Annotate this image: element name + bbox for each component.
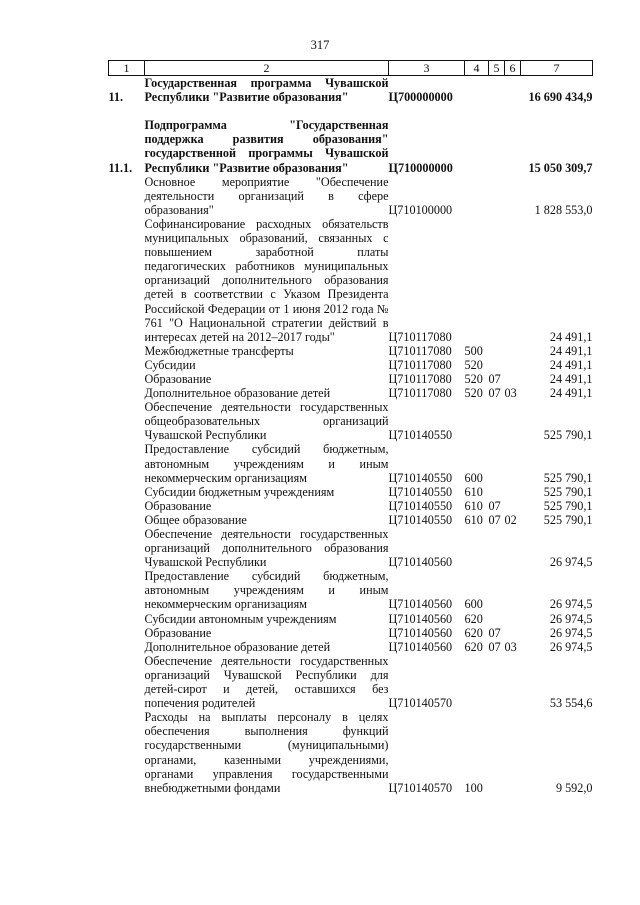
- row-pr: [505, 217, 521, 344]
- row-code: Ц710140550: [388, 470, 453, 485]
- row-name: Обеспечение деятельности государственных организаций Чувашской Республики для детей-сирот и детей, оставшихся без попечения родителей: [144, 653, 389, 711]
- row-pr: 02: [504, 512, 517, 527]
- row-code: Ц710140550: [388, 512, 453, 527]
- header-col-6: 6: [505, 61, 521, 76]
- row-pr: [505, 527, 521, 569]
- row-number: [109, 654, 145, 710]
- row-name: Обеспечение деятельности государственных общеобразовательных организаций Чувашской Республики: [144, 400, 389, 443]
- row-number: [109, 612, 145, 626]
- row-pr: 03: [504, 639, 517, 654]
- row-number: [109, 442, 145, 484]
- row-number: [109, 386, 145, 400]
- table-row: [109, 626, 593, 640]
- row-name: Подпрограмма "Государственная поддержка развития образования" государственной программы Чувашской Республики "Развитие образования": [144, 118, 389, 175]
- row-amount: 1 828 553,0: [534, 202, 593, 217]
- table-row: [109, 76, 593, 105]
- row-code: Ц710140550: [388, 484, 453, 499]
- row-rz: [489, 612, 505, 626]
- row-code: Ц710140570: [388, 696, 453, 711]
- row-amount: 24 491,1: [549, 386, 593, 401]
- row-amount: 525 790,1: [543, 512, 593, 527]
- row-amount: 525 790,1: [543, 470, 593, 485]
- row-number: [109, 640, 145, 654]
- row-amount: 24 491,1: [549, 343, 593, 358]
- row-number: [109, 358, 145, 372]
- row-rz: 07: [488, 498, 501, 513]
- row-number: [109, 513, 145, 527]
- row-vr: 520: [464, 371, 483, 386]
- row-pr: [505, 372, 521, 386]
- header-row: [109, 61, 593, 76]
- row-code: Ц710140550: [388, 498, 453, 513]
- row-number: 11.: [108, 90, 124, 105]
- table-row: [109, 654, 593, 710]
- row-vr: 620: [464, 611, 483, 626]
- row-code: Ц710117080: [388, 329, 452, 344]
- row-rz: [489, 442, 505, 484]
- row-pr: [505, 499, 521, 513]
- row-amount: 24 491,1: [549, 329, 593, 344]
- header-col-5: 5: [489, 61, 505, 76]
- table-row: [109, 118, 593, 174]
- row-name: Межбюджетные трансферты: [144, 343, 294, 358]
- row-name: Дополнительное образование детей: [144, 386, 331, 401]
- header-col-2: 2: [145, 61, 389, 76]
- row-number: [109, 710, 145, 795]
- row-vr: [465, 217, 489, 344]
- row-pr: [505, 710, 521, 795]
- table-row: [109, 442, 593, 484]
- row-pr: [505, 626, 521, 640]
- row-name: Предоставление субсидий бюджетным, автономным учреждениям и иным некоммерческим организациям: [144, 442, 389, 485]
- row-name: Общее образование: [144, 512, 247, 527]
- row-code: Ц710117080: [388, 343, 452, 358]
- row-number: [109, 527, 145, 569]
- table-row: [109, 612, 593, 626]
- row-vr: 600: [464, 470, 483, 485]
- row-amount: 525 790,1: [543, 428, 593, 443]
- header-col-3: 3: [389, 61, 465, 76]
- row-rz: 07: [488, 512, 501, 527]
- row-amount: 9 592,0: [555, 780, 593, 795]
- row-amount: 26 974,5: [549, 611, 593, 626]
- row-pr: [505, 358, 521, 372]
- table-row: [109, 640, 593, 654]
- row-pr: [505, 175, 521, 217]
- table-row: [109, 710, 593, 795]
- row-pr: [505, 400, 521, 442]
- table-row: [109, 569, 593, 611]
- row-pr: [505, 118, 521, 174]
- row-name: Софинансирование расходных обязательств муниципальных образований, связанных с повышением заработной платы педагогических работников муниципальных организаций дополнительного образования детей в соответствии с Указом Президента Российской Федерации от 1 июня 2012 года № 761 "О Национальной стратегии действий в интересах детей на 2012–2017 годы": [144, 216, 389, 344]
- row-rz: [489, 400, 505, 442]
- row-rz: 07: [488, 639, 501, 654]
- row-code: Ц710117080: [388, 357, 452, 372]
- table-row: [109, 513, 593, 527]
- row-pr: [505, 612, 521, 626]
- row-rz: [489, 710, 505, 795]
- row-number: [109, 372, 145, 386]
- row-vr: 620: [464, 639, 483, 654]
- row-vr: 520: [464, 357, 483, 372]
- row-rz: [489, 344, 505, 358]
- table-row: [109, 217, 593, 344]
- row-amount: 26 974,5: [549, 639, 593, 654]
- row-rz: 07: [488, 371, 501, 386]
- row-name: Расходы на выплаты персоналу в целях обеспечения выполнения функций государственными (муниципальными) органами, казенными учреждениями, органами управления государственными внебюджетными фондами: [144, 710, 389, 795]
- row-amount: 26 974,5: [549, 625, 593, 640]
- row-vr: 620: [464, 625, 483, 640]
- row-rz: [489, 118, 505, 174]
- row-amount: 16 690 434,9: [528, 90, 593, 105]
- row-name: Основное мероприятие "Обеспечение деятельности организаций в сфере образования": [144, 174, 389, 217]
- table-row: [109, 527, 593, 569]
- row-pr: [505, 442, 521, 484]
- page-number: 317: [310, 38, 330, 52]
- row-code: Ц710000000: [388, 160, 453, 175]
- row-vr: [465, 400, 489, 442]
- header-col-7: 7: [521, 61, 593, 76]
- row-code: Ц710140560: [388, 597, 453, 612]
- row-rz: [489, 358, 505, 372]
- row-rz: [489, 217, 505, 344]
- row-code: Ц710140560: [388, 611, 453, 626]
- row-number: [109, 626, 145, 640]
- row-pr: [505, 344, 521, 358]
- row-amount: 15 050 309,7: [528, 160, 593, 175]
- row-rz: [489, 76, 505, 105]
- row-code: Ц710117080: [388, 386, 452, 401]
- row-vr: 610: [464, 484, 483, 499]
- budget-table: [108, 60, 593, 795]
- row-name: Субсидии автономным учреждениям: [144, 611, 337, 626]
- table-row: [109, 386, 593, 400]
- table-row: [109, 372, 593, 386]
- row-rz: 07: [488, 625, 501, 640]
- row-vr: [465, 527, 489, 569]
- table-row: [109, 499, 593, 513]
- row-vr: 610: [464, 498, 483, 513]
- row-rz: [489, 527, 505, 569]
- row-vr: [465, 118, 489, 174]
- row-number: [109, 569, 145, 611]
- row-rz: [489, 175, 505, 217]
- row-vr: 520: [464, 386, 483, 401]
- row-vr: 100: [464, 780, 483, 795]
- row-vr: 500: [464, 343, 483, 358]
- row-name: Образование: [144, 625, 212, 640]
- row-rz: [489, 569, 505, 611]
- row-name: Предоставление субсидий бюджетным, автономным учреждениям и иным некоммерческим организациям: [144, 569, 389, 612]
- row-number: [109, 499, 145, 513]
- row-number: 11.1.: [108, 160, 133, 175]
- row-code: Ц710140560: [388, 625, 453, 640]
- row-number: [109, 400, 145, 442]
- table-row: [109, 485, 593, 499]
- row-name: Обеспечение деятельности государственных организаций дополнительного образования Чувашской Республики: [144, 527, 389, 570]
- row-amount: 26 974,5: [549, 555, 593, 570]
- row-amount: 53 554,6: [549, 696, 593, 711]
- header-col-4: 4: [465, 61, 489, 76]
- row-pr: 03: [504, 386, 517, 401]
- row-vr: [465, 76, 489, 105]
- row-pr: [505, 76, 521, 105]
- row-code: Ц710140570: [388, 780, 453, 795]
- row-name: Дополнительное образование детей: [144, 639, 331, 654]
- row-amount: 24 491,1: [549, 371, 593, 386]
- row-pr: [505, 569, 521, 611]
- table-row: [109, 344, 593, 358]
- table-row: [109, 358, 593, 372]
- row-name: Образование: [144, 371, 212, 386]
- row-amount: 26 974,5: [549, 597, 593, 612]
- row-amount: 525 790,1: [543, 484, 593, 499]
- row-number: [109, 485, 145, 499]
- row-number: [109, 175, 145, 217]
- row-name: Образование: [144, 498, 212, 513]
- row-name: Государственная программа Чувашской Республики "Развитие образования": [144, 76, 389, 105]
- row-number: [109, 344, 145, 358]
- row-rz: 07: [488, 386, 501, 401]
- row-code: Ц710117080: [388, 371, 452, 386]
- row-vr: [465, 175, 489, 217]
- header-col-1: 1: [109, 61, 145, 76]
- row-pr: [505, 654, 521, 710]
- row-name: Субсидии бюджетным учреждениям: [144, 484, 335, 499]
- row-vr: [465, 654, 489, 710]
- row-code: Ц700000000: [388, 90, 453, 105]
- row-vr: 600: [464, 597, 483, 612]
- row-pr: [505, 485, 521, 499]
- row-name: Субсидии: [144, 357, 196, 372]
- row-code: Ц710140560: [388, 639, 453, 654]
- table-row: [109, 400, 593, 442]
- row-code: Ц710100000: [388, 202, 453, 217]
- table-row: [109, 175, 593, 217]
- row-amount: 525 790,1: [543, 498, 593, 513]
- row-code: Ц710140560: [388, 555, 453, 570]
- row-code: Ц710140550: [388, 428, 453, 443]
- row-vr: 610: [464, 512, 483, 527]
- row-rz: [489, 654, 505, 710]
- row-rz: [489, 485, 505, 499]
- row-amount: 24 491,1: [549, 357, 593, 372]
- row-spacer: [109, 104, 593, 118]
- row-number: [109, 217, 145, 344]
